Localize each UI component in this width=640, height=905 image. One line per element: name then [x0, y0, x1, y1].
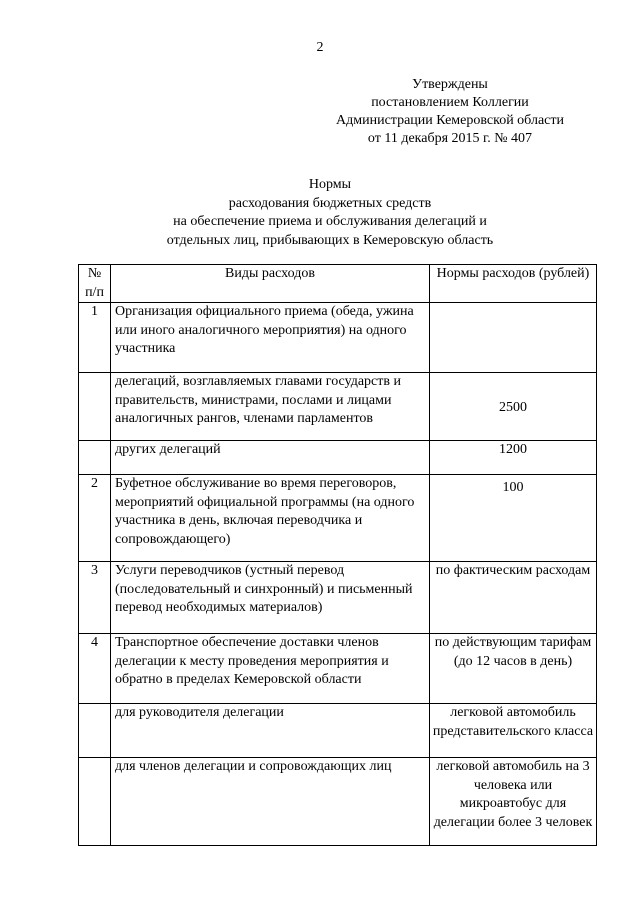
row-kind: Буфетное обслуживание во время переговоров, мероприятий официальной программы (на одного участника в день, включая переводчика и сопровождающего) [111, 475, 430, 562]
row-norm: по действующим тарифам (до 12 часов в день) [430, 634, 597, 704]
title-line: расходования бюджетных средств [228, 195, 432, 211]
row-kind: Услуги переводчиков (устный перевод (последовательный и синхронный) и письменный перевод необходимых материалов) [111, 562, 430, 634]
table-row [79, 303, 597, 373]
row-kind: для членов делегации и сопровождающих лиц [111, 758, 430, 846]
table-row [79, 562, 597, 634]
approval-line: Администрации Кемеровской области [336, 113, 564, 128]
row-kind: для руководителя делегации [111, 704, 430, 758]
approval-line: постановлением Коллегии [371, 95, 529, 110]
row-num: 1 [79, 303, 111, 373]
row-num [79, 373, 111, 441]
row-norm: легковой автомобиль на 3 человека или микроавтобус для делегации более 3 человек [430, 758, 597, 846]
row-norm: 1200 [430, 441, 597, 475]
title-line: отдельных лиц, прибывающих в Кемеровскую область [166, 232, 494, 248]
row-norm: по фактическим расходам [430, 562, 597, 634]
row-norm: легковой автомобиль представительского класса [430, 704, 597, 758]
row-kind: других делегаций [111, 441, 430, 475]
row-num [79, 758, 111, 846]
page-number: 2 [316, 40, 324, 55]
table-row [79, 634, 597, 704]
table-row [79, 475, 597, 562]
row-num: 4 [79, 634, 111, 704]
table-header-row [79, 265, 597, 303]
approval-line: Утверждены [412, 77, 488, 92]
row-norm: 100 [430, 475, 597, 562]
row-norm [430, 303, 597, 373]
table-row [79, 758, 597, 846]
approval-line: от 11 декабря 2015 г. № 407 [367, 131, 533, 146]
approval-block [300, 76, 600, 148]
row-kind: Транспортное обеспечение доставки членов делегации к месту проведения мероприятия и обратно в пределах Кемеровской области [111, 634, 430, 704]
header-num: № п/п [79, 265, 111, 303]
table-row [79, 704, 597, 758]
document-title [80, 176, 580, 250]
title-line: Нормы [308, 177, 352, 192]
row-num [79, 704, 111, 758]
header-kind: Виды расходов [111, 265, 430, 303]
table-row [79, 373, 597, 441]
row-kind: Организация официального приема (обеда, ужина или иного аналогичного мероприятия) на одного участника [111, 303, 430, 373]
table-row [79, 441, 597, 475]
row-norm: 2500 [430, 373, 597, 441]
row-num [79, 441, 111, 475]
norms-table [78, 264, 597, 846]
title-line: на обеспечение приема и обслуживания делегаций и [173, 214, 487, 229]
row-kind: делегаций, возглавляемых главами государств и правительств, министрами, послами и лицами аналогичных рангов, членами парламентов [111, 373, 430, 441]
header-norm: Нормы расходов (рублей) [430, 265, 597, 303]
row-num: 2 [79, 475, 111, 562]
row-num: 3 [79, 562, 111, 634]
